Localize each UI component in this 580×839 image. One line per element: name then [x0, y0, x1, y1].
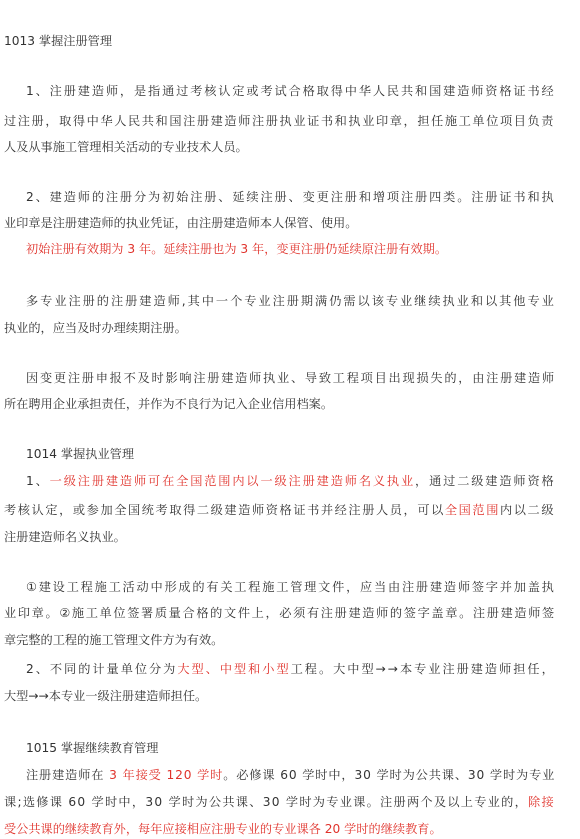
text-line	[26, 661, 556, 677]
text-line	[4, 821, 442, 837]
text-line	[26, 767, 555, 783]
text-line	[4, 502, 555, 518]
text-line	[4, 632, 223, 648]
text-segment: 执业的，应当及时办理续期注册。	[4, 321, 187, 335]
highlighted-text: 除接	[528, 795, 555, 809]
text-segment: 1013 掌握注册管理	[4, 34, 113, 48]
text-segment: 。必修课 60 学时中，30 学时为公共课、30 学时为专业	[223, 768, 556, 782]
text-segment: ①建设工程施工活动中形成的有关工程施工管理文件，应当由注册建造师签字并加盖执	[26, 580, 556, 594]
text-segment: 1014 掌握执业管理	[26, 447, 135, 461]
highlighted-text: 受公共课的继续教育外，每年应接相应注册专业的专业课各 20 学时的继续教育。	[4, 822, 442, 836]
text-segment: 1015 掌握继续教育管理	[26, 741, 159, 755]
text-line	[26, 370, 556, 386]
text-line	[4, 688, 207, 704]
text-line	[26, 83, 556, 99]
text-line	[4, 396, 333, 412]
text-segment: 人及从事施工管理相关活动的专业技术人员。	[4, 140, 248, 154]
text-line	[4, 794, 555, 810]
text-line	[26, 473, 556, 489]
text-line	[26, 189, 556, 205]
text-segment: 过注册，取得中华人民共和国注册建造师注册执业证书和执业印章，担任施工单位项目负责	[4, 114, 556, 128]
highlighted-text: 初始注册有效期为 3 年。延续注册也为 3 年，变更注册仍延续原注册有效期。	[26, 242, 448, 256]
highlighted-text: 全国范围	[444, 503, 500, 517]
text-line	[4, 215, 357, 231]
text-segment: 因变更注册申报不及时影响注册建造师执业、导致工程项目出现损失的，由注册建造师	[26, 371, 556, 385]
text-line	[4, 605, 556, 621]
text-segment: 1、注册建造师，是指通过考核认定或考试合格取得中华人民共和国建造师资格证书经	[26, 84, 556, 98]
text-segment: ，通过二级建造师资格	[415, 474, 556, 488]
section-heading	[4, 33, 112, 49]
section-heading	[26, 740, 158, 756]
text-segment: 工程。大中型→→本专业注册建造师担任，	[290, 662, 556, 676]
text-line	[26, 579, 556, 595]
text-line	[4, 139, 248, 155]
section-heading	[26, 446, 134, 462]
text-segment: 2、建造师的注册分为初始注册、延续注册、变更注册和增项注册四类。注册证书和执	[26, 190, 556, 204]
text-segment: 所在聘用企业承担责任，并作为不良行为记入企业信用档案。	[4, 397, 334, 411]
text-segment: 注册建造师名义执业。	[4, 530, 126, 544]
text-segment: 章完整的工程的施工管理文件方为有效。	[4, 633, 224, 647]
text-segment: 2、不同的计量单位分为	[26, 662, 178, 676]
text-segment: 1、	[26, 474, 50, 488]
text-segment: 内以二级	[499, 503, 556, 517]
text-segment: 考核认定，或参加全国统考取得二级建造师资格证书并经注册人员，可以	[4, 503, 445, 517]
text-line	[26, 293, 556, 309]
text-line	[4, 113, 555, 129]
text-line	[26, 241, 447, 257]
text-line	[4, 529, 126, 545]
highlighted-text: 大型、中型和小型	[177, 662, 291, 676]
text-segment: 业印章是注册建造师的执业凭证，由注册建造师本人保管、使用。	[4, 216, 358, 230]
highlighted-text: 3 年接受 120 学时	[109, 768, 224, 782]
text-segment: 注册建造师在	[26, 768, 110, 782]
highlighted-text: 一级注册建造师可在全国范围内以一级注册建造师名义执业	[49, 474, 416, 488]
text-segment: 业印章。②施工单位签署质量合格的文件上，必须有注册建造师的签字盖章。注册建造师签	[4, 606, 556, 620]
text-segment: 课;选修课 60 学时中，30 学时为公共课、30 学时为专业课。注册两个及以上专业的，	[4, 795, 529, 809]
text-line	[4, 320, 187, 336]
text-segment: 多专业注册的注册建造师,其中一个专业注册期满仍需以该专业继续执业和以其他专业	[26, 294, 556, 308]
text-segment: 大型→→本专业一级注册建造师担任。	[4, 689, 208, 703]
